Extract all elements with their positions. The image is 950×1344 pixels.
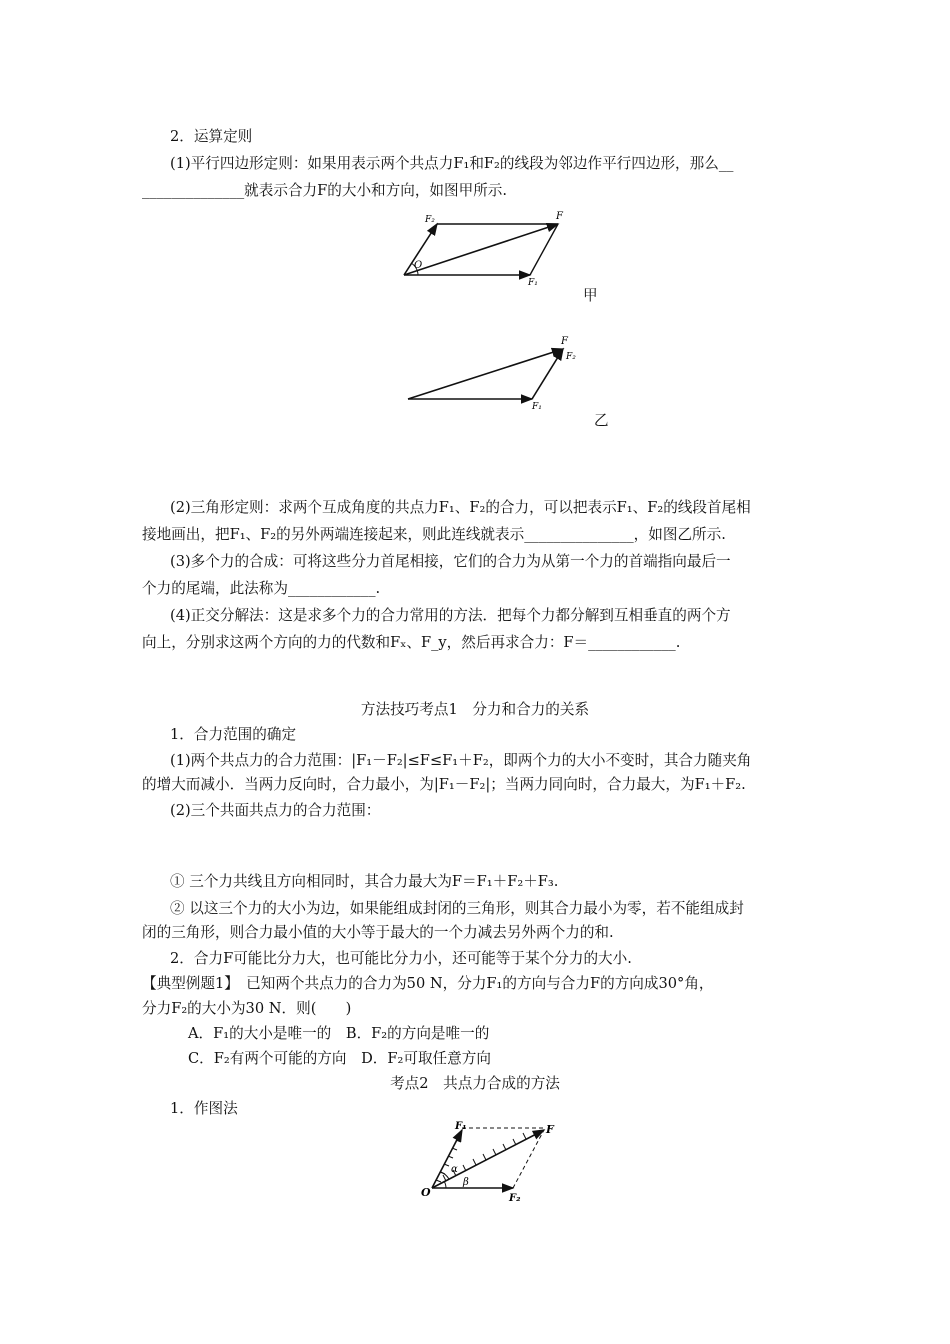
condition-2-line-1: ② 以这三个力的大小为边，如果能组成封闭的三角形，则其合力最小为零，若不能组成封 — [170, 900, 744, 917]
paragraph-3-text: 个力的尾端，此法称为 — [142, 580, 288, 597]
condition-1: ① 三个力共线且方向相同时，其合力最大为F＝F₁＋F₂＋F₃. — [170, 873, 559, 890]
paragraph-4-line-1: (4)正交分解法：这是求多个力的合力常用的方法．把每个力都分解到互相垂直的两个方 — [170, 607, 731, 624]
label-f1: F₁ — [532, 402, 542, 412]
vector-f1 — [432, 1130, 462, 1188]
figure-yi-caption: 乙 — [594, 412, 609, 429]
figure-jia-caption: 甲 — [583, 287, 598, 304]
paragraph-1-text: 就表示合力F的大小和方向，如图甲所示. — [244, 182, 508, 199]
example-line-1: 【典型例题1】 已知两个共点力的合力为50 N，分力F₁的方向与合力F的方向成30°角， — [142, 975, 714, 992]
vector-f2 — [532, 349, 563, 399]
label-f: F — [556, 211, 563, 222]
fill-blank[interactable]: _______________ — [524, 526, 634, 543]
example-options-1[interactable]: A．F₁的大小是唯一的 B．F₂的方向是唯一的 — [188, 1025, 490, 1042]
method-title: 方法技巧考点1 分力和合力的关系 — [360, 701, 590, 718]
paragraph-3-line-1: (3)多个力的合成：可将这些分力首尾相接，它们的合力为从第一个力的首端指向最后一 — [170, 553, 731, 570]
paragraph-2-line-2 — [142, 524, 726, 546]
paragraph-4-text: 向上，分别求这两个方向的力的代数和Fₓ、F_y，然后再求合力：F＝ — [142, 634, 589, 651]
paragraph-3-tail: . — [375, 580, 381, 597]
figure-graphical-method — [421, 1121, 555, 1204]
paragraph-2-tail: ，如图乙所示. — [633, 526, 726, 543]
label-f1: F₁ — [528, 278, 538, 288]
vector-f — [408, 349, 563, 399]
method-para-2: (2)三个共面共点力的合力范围： — [170, 802, 381, 819]
method-para-1-line-1: (1)两个共点力的合力范围：|F₁－F₂|≤F≤F₁＋F₂，即两个力的大小不变时，其合力随夹角 — [170, 752, 752, 769]
figure-yi-triangle — [408, 336, 576, 412]
label-alpha: α — [451, 1164, 458, 1175]
label-beta: β — [463, 1177, 469, 1188]
example-options-2[interactable]: C．F₂有两个可能的方向 D．F₂可取任意方向 — [188, 1050, 491, 1067]
paragraph-2-line-1: (2)三角形定则：求两个互成角度的共点力F₁、F₂的合力，可以把表示F₁、F₂的线段首尾相 — [170, 499, 751, 516]
label-f: F — [561, 336, 568, 347]
fill-blank[interactable]: ____________ — [287, 580, 376, 597]
paragraph-3-line-2 — [142, 578, 380, 600]
paragraph-4-tail: . — [675, 634, 681, 651]
label-f1: F₁ — [455, 1121, 467, 1132]
condition-2-line-2: 闭的三角形，则合力最小值的大小等于最大的一个力减去另外两个力的和. — [142, 924, 614, 941]
label-o: O — [421, 1186, 431, 1199]
paragraph-1-line-1: (1)平行四边形定则：如果用表示两个共点力F₁和F₂的线段为邻边作平行四边形，那么__ — [170, 155, 734, 172]
figure-jia-parallelogram — [404, 211, 564, 288]
example-line-2: 分力F₂的大小为30 N．则( ) — [142, 1000, 352, 1017]
section-heading: 2．运算定则 — [170, 128, 253, 145]
beta-arc — [444, 1181, 446, 1188]
tick-marks — [436, 1133, 526, 1182]
label-f2: F₂ — [509, 1193, 521, 1204]
vector-f — [432, 1130, 544, 1188]
kaodian2-title: 考点2 共点力合成的方法 — [390, 1075, 560, 1092]
method-heading-2: 2．合力F可能比分力大，也可能比分力小，还可能等于某个分力的大小. — [170, 950, 632, 967]
label-f2: F₂ — [425, 215, 435, 225]
method-heading-1: 1．合力范围的确定 — [170, 726, 297, 743]
paragraph-2-text: 接地画出，把F₁、F₂的另外两端连接起来，则此连线就表示 — [142, 526, 525, 543]
fill-blank[interactable]: ____________ — [588, 634, 676, 651]
label-o: O — [414, 260, 423, 271]
label-f2: F₂ — [566, 352, 576, 362]
kaodian2-heading: 1．作图法 — [170, 1100, 238, 1117]
label-f: F — [546, 1123, 554, 1136]
method-para-1-line-2: 的增大而减小．当两力反向时，合力最小，为|F₁－F₂|；当两力同向时，合力最大，为F₁＋F₂. — [142, 776, 746, 793]
paragraph-4-line-2 — [142, 632, 680, 654]
fill-blank[interactable]: ______________ — [142, 182, 245, 199]
